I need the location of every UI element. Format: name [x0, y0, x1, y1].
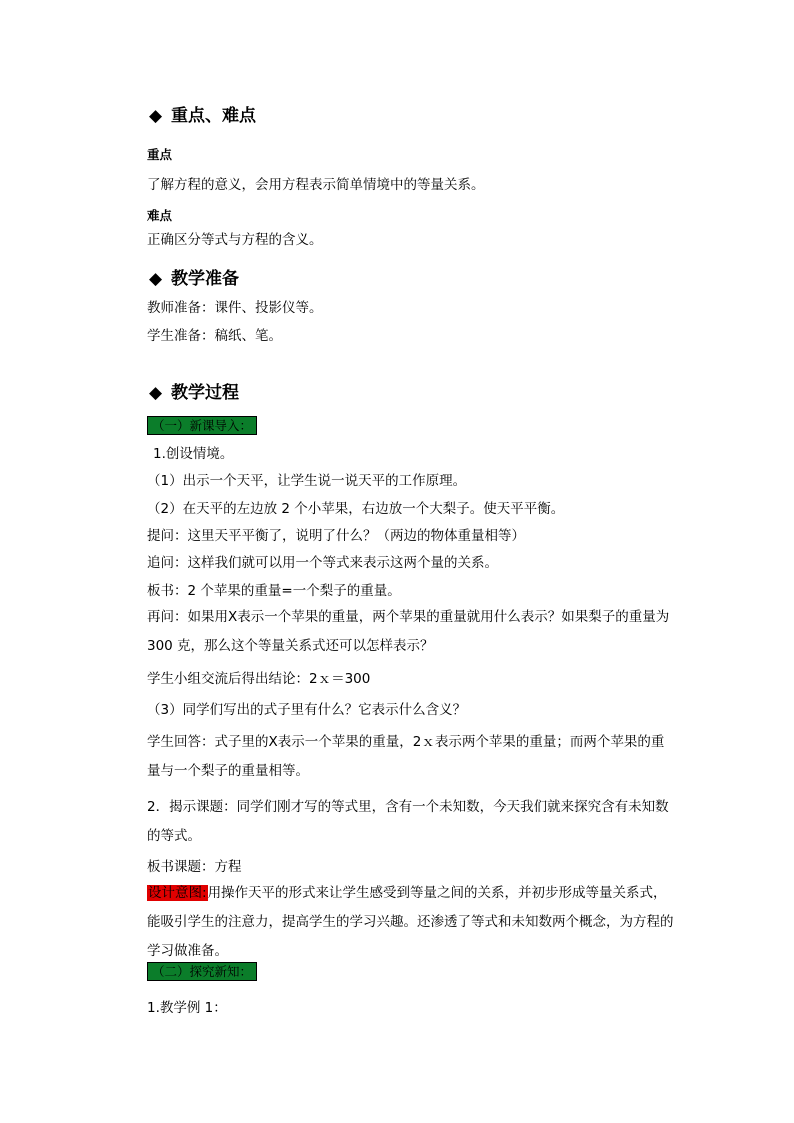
line-2: （1）出示一个天平，让学生说一说天平的工作原理。: [147, 473, 467, 489]
line-3: （2）在天平的左边放 2 个小苹果，右边放一个大梨子。使天平平衡。: [147, 501, 565, 517]
paragraph-11: 2．揭示课题：同学们刚才写的等式里，含有一个未知数，今天我们就来探究含有未知数的等式。: [147, 799, 669, 844]
line-8: 学生小组交流后得出结论：2ｘ＝300: [147, 671, 371, 687]
diamond-icon: ◆: [149, 383, 163, 403]
line-4: 提问：这里天平平衡了，说明了什么？（两边的物体重量相等）: [147, 528, 525, 544]
difficulty-text: 正确区分等式与方程的含义。: [147, 232, 323, 248]
diamond-icon: ◆: [149, 106, 163, 126]
diamond-icon: ◆: [149, 269, 163, 289]
design-intent-paragraph: [147, 879, 677, 966]
line-14: 1.教学例 1：: [147, 1000, 227, 1016]
part1-tag: （一）新课导入：: [147, 416, 257, 435]
paragraph-7: 再问：如果用X表示一个苹果的重量，两个苹果的重量就用什么表示？如果梨子的重量为 300 克，那么这个等量关系式还可以怎样表示？: [147, 609, 670, 654]
paragraph-10: 学生回答：式子里的X表示一个苹果的重量，2ｘ表示两个苹果的重量；而两个苹果的重量与一个梨子的重量相等。: [147, 734, 665, 779]
design-intent-text: 用操作天平的形式来让学生感受到等量之间的关系，并初步形成等量关系式，能吸引学生的注意力，提高学生的学习兴趣。还渗透了等式和未知数两个概念，为方程的学习做准备。: [147, 885, 674, 959]
part2-tag: （二）探究新知：: [147, 962, 257, 981]
part2-tag-line: [147, 962, 257, 982]
section-heading-process: [149, 383, 239, 403]
heading-text: 重点、难点: [171, 106, 256, 126]
heading-text: 教学准备: [171, 269, 239, 289]
teacher-prep: 教师准备：课件、投影仪等。: [147, 300, 323, 316]
line-1: 1.创设情境。: [153, 446, 234, 462]
line-12: 板书课题：方程: [147, 859, 242, 875]
line-9: （3）同学们写出的式子里有什么？它表示什么含义？: [147, 702, 467, 718]
part1-tag-line: [147, 416, 257, 436]
section-heading-preparation: [149, 269, 239, 289]
student-prep: 学生准备：稿纸、笔。: [147, 328, 282, 344]
line-6: 板书：2 个苹果的重量=一个梨子的重量。: [147, 583, 401, 599]
key-text: 了解方程的意义，会用方程表示简单情境中的等量关系。: [147, 177, 485, 193]
key-label: 重点: [147, 147, 173, 162]
section-heading-key-points: [149, 106, 256, 126]
heading-text: 教学过程: [171, 383, 239, 403]
difficulty-label: 难点: [147, 208, 173, 223]
line-5: 追问：这样我们就可以用一个等式来表示这两个量的关系。: [147, 555, 498, 571]
design-intent-tag: 设计意图:: [148, 885, 207, 901]
